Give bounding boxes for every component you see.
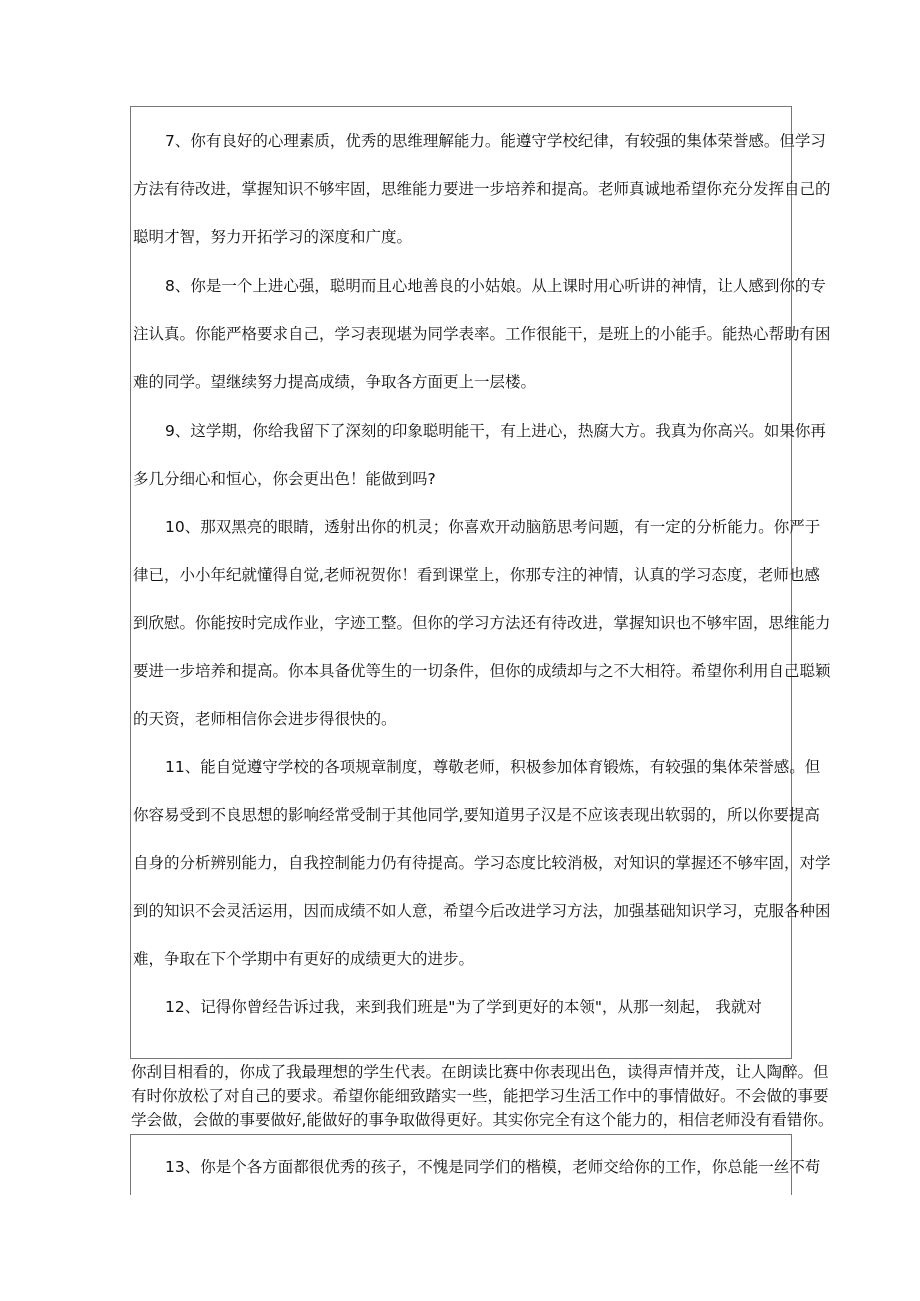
paragraph-8-line: 8、你是一个上进心强，聪明而且心地善良的小姑娘。从上课时用心听讲的神情，让人感到你的专 [165,277,826,295]
comment-table-cell [130,106,831,1059]
paragraph-8-line: 注认真。你能严格要求自己，学习表现堪为同学表率。工作很能干，是班上的小能手。能热心帮助有困 [133,325,831,343]
paragraph-9-line: 多几分细心和恒心，你会更出色！能做到吗? [133,470,436,488]
paragraph-10-line: 到欣慰。你能按时完成作业，字迹工整。但你的学习方法还有待改进，掌握知识也不够牢固，思维能力 [133,614,831,632]
paragraph-12-continuation: 你刮目相看的，你成了我最理想的学生代表。在朗读比赛中你表现出色，读得声情并茂，让人陶醉。但 [131,1063,829,1081]
paragraph-12-continuation: 有时你放松了对自己的要求。希望你能细致踏实一些，能把学习生活工作中的事情做好。不会做的事要 [131,1087,829,1105]
paragraph-13-line: 13、你是个各方面都很优秀的孩子，不愧是同学们的楷模，老师交给你的工作，你总能一丝不苟 [165,1158,821,1176]
paragraph-10-line: 10、那双黑亮的眼睛，透射出你的机灵；你喜欢开动脑筋思考问题，有一定的分析能力。你严于 [165,518,821,536]
paragraph-11-line: 到的知识不会灵活运用，因而成绩不如人意，希望今后改进学习方法，加强基础知识学习，克服各种困 [133,902,831,920]
paragraph-12-continuation: 学会做，会做的事要做好,能做好的事争取做得更好。其实你完全有这个能力的，相信老师没有看错你。 [131,1111,834,1129]
paragraph-11-line: 自身的分析辨别能力，自我控制能力仍有待提高。学习态度比较消极，对知识的掌握还不够牢固，对学 [133,854,831,872]
paragraph-11-line: 你容易受到不良思想的影响经常受制于其他同学,要知道男子汉是不应该表现出软弱的，所以你要提高 [133,806,820,824]
paragraph-12-line: 12、记得你曾经告诉过我，来到我们班是"为了学到更好的本领"，从那一刻起， 我就对 [165,998,762,1016]
paragraph-9-line: 9、这学期，你给我留下了深刻的印象聪明能干，有上进心，热腐大方。我真为你高兴。如果你再 [165,422,826,440]
paragraph-11-line: 难，争取在下个学期中有更好的成绩更大的进步。 [133,950,475,968]
paragraph-7-line: 方法有待改进，掌握知识不够牢固，思维能力要进一步培养和提高。老师真诚地希望你充分发挥自己的 [133,180,831,198]
paragraph-10-line: 要进一步培养和提高。你本具备优等生的一切条件，但你的成绩却与之不大相符。希望你利用自己聪颖 [133,662,831,680]
paragraph-10-line: 的天资，老师相信你会进步得很快的。 [133,710,397,728]
paragraph-7-line: 聪明才智，努力开拓学习的深度和广度。 [133,228,413,246]
paragraph-7-line: 7、你有良好的心理素质，优秀的思维理解能力。能遵守学校纪律，有较强的集体荣誉感。但学习 [165,132,826,150]
paragraph-10-line: 律已，小小年纪就懂得自觉,老师祝贺你！看到课堂上，你那专注的神情，认真的学习态度，老师也感 [133,566,820,584]
comment-table-cell [130,1134,821,1195]
paragraph-8-line: 难的同学。望继续努力提高成绩，争取各方面更上一层楼。 [133,373,537,391]
paragraph-11-line: 11、能自觉遵守学校的各项规章制度，尊敬老师，积极参加体育锻炼，有较强的集体荣誉感。但 [165,758,821,776]
